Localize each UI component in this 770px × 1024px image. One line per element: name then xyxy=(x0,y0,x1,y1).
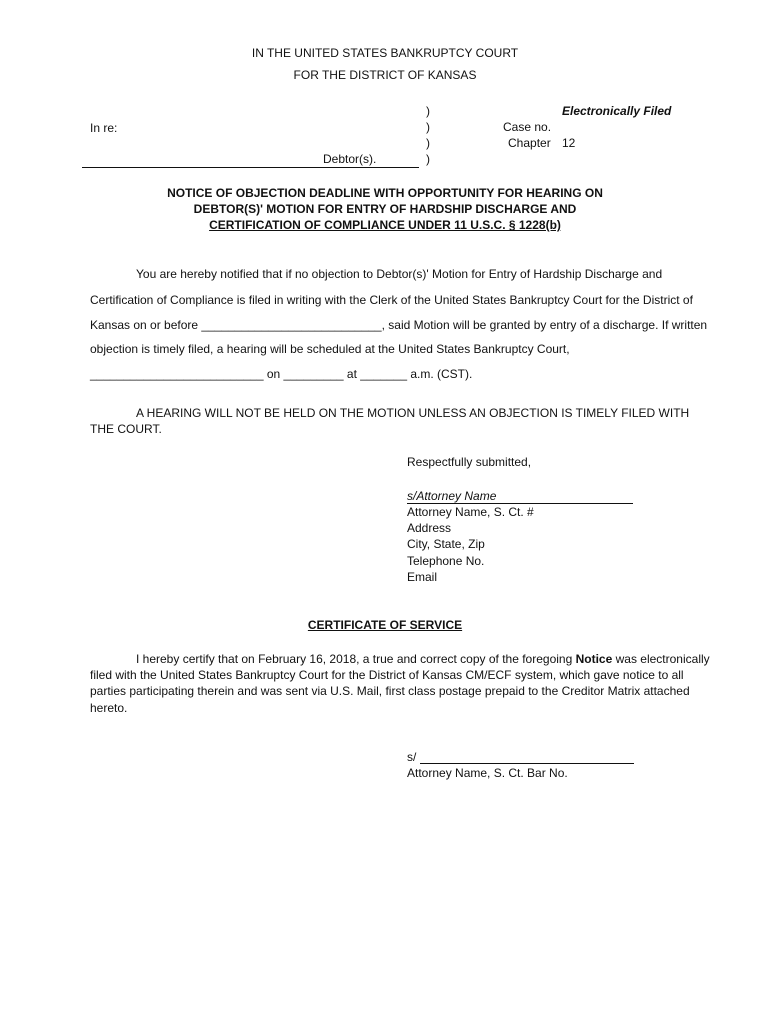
certificate-notice-bold: Notice xyxy=(575,652,613,666)
notice-text: , said Motion will be granted by entry of a discharge. If written xyxy=(381,318,708,332)
in-re-label: In re: xyxy=(90,121,118,135)
hearing-warning-line2: THE COURT. xyxy=(90,422,162,436)
attorney-city-state-zip: City, State, Zip xyxy=(407,537,485,551)
certificate-text: was electronically xyxy=(612,652,710,666)
notice-title-line1: NOTICE OF OBJECTION DEADLINE WITH OPPORTUNITY FOR HEARING ON xyxy=(167,186,603,200)
notice-paragraph-line: You are hereby notified that if no objection to Debtor(s)' Motion for Entry of Hardship Discharge and xyxy=(136,267,663,281)
certificate-signature-line xyxy=(420,763,634,764)
notice-text: Kansas on or before xyxy=(90,318,202,332)
electronically-filed-label: Electronically Filed xyxy=(562,104,672,118)
hearing-warning-line1: A HEARING WILL NOT BE HELD ON THE MOTION UNLESS AN OBJECTION IS TIMELY FILED WITH xyxy=(136,406,690,420)
notice-paragraph-line: Certification of Compliance is filed in writing with the Clerk of the United States Bankruptcy Court for the District of xyxy=(90,293,693,307)
court-district: FOR THE DISTRICT OF KANSAS xyxy=(293,68,477,82)
certificate-text: I hereby certify that on February 16, 2018, a true and correct copy of the foregoing xyxy=(136,652,576,666)
certificate-line: filed with the United States Bankruptcy Court for the District of Kansas CM/ECF system, which gave notice to all xyxy=(90,668,684,682)
certificate-line: parties participating therein and was sent via U.S. Mail, first class postage prepaid to the Creditor Matrix attached xyxy=(90,684,690,698)
attorney-signature-line: s/Attorney Name xyxy=(407,489,633,504)
caption-paren: ) xyxy=(426,104,430,118)
debtor-name-line xyxy=(82,167,419,168)
certificate-line: hereto. xyxy=(90,701,128,715)
court-name: IN THE UNITED STATES BANKRUPTCY COURT xyxy=(251,46,519,60)
certificate-line xyxy=(136,652,710,666)
caption-paren: ) xyxy=(426,152,430,166)
chapter-label: Chapter xyxy=(508,136,551,150)
debtors-label: Debtor(s). xyxy=(323,152,377,166)
notice-paragraph-line: objection is timely filed, a hearing will be scheduled at the United States Bankruptcy Court, xyxy=(90,342,570,356)
attorney-telephone: Telephone No. xyxy=(407,554,485,568)
certificate-title: CERTIFICATE OF SERVICE xyxy=(307,618,463,632)
case-number-label: Case no. xyxy=(503,120,552,134)
caption-paren: ) xyxy=(426,136,430,150)
caption-paren: ) xyxy=(426,120,430,134)
certificate-attorney-name: Attorney Name, S. Ct. Bar No. xyxy=(407,766,568,780)
notice-title-line2: DEBTOR(S)' MOTION FOR ENTRY OF HARDSHIP DISCHARGE AND xyxy=(193,202,577,216)
attorney-email: Email xyxy=(407,570,438,584)
notice-title-line3: CERTIFICATION OF COMPLIANCE UNDER 11 U.S.C. § 1228(b) xyxy=(209,218,561,232)
hearing-date-blanks: __________________________ on _________ at _______ a.m. (CST). xyxy=(90,367,473,381)
attorney-address: Address xyxy=(407,521,452,535)
respectfully-submitted: Respectfully submitted, xyxy=(407,455,532,469)
notice-paragraph-line xyxy=(90,318,707,332)
attorney-name: Attorney Name, S. Ct. # xyxy=(407,505,534,519)
objection-date-blank: ___________________________ xyxy=(201,318,382,332)
chapter-value: 12 xyxy=(562,136,576,150)
certificate-s-prefix: s/ xyxy=(407,750,417,764)
